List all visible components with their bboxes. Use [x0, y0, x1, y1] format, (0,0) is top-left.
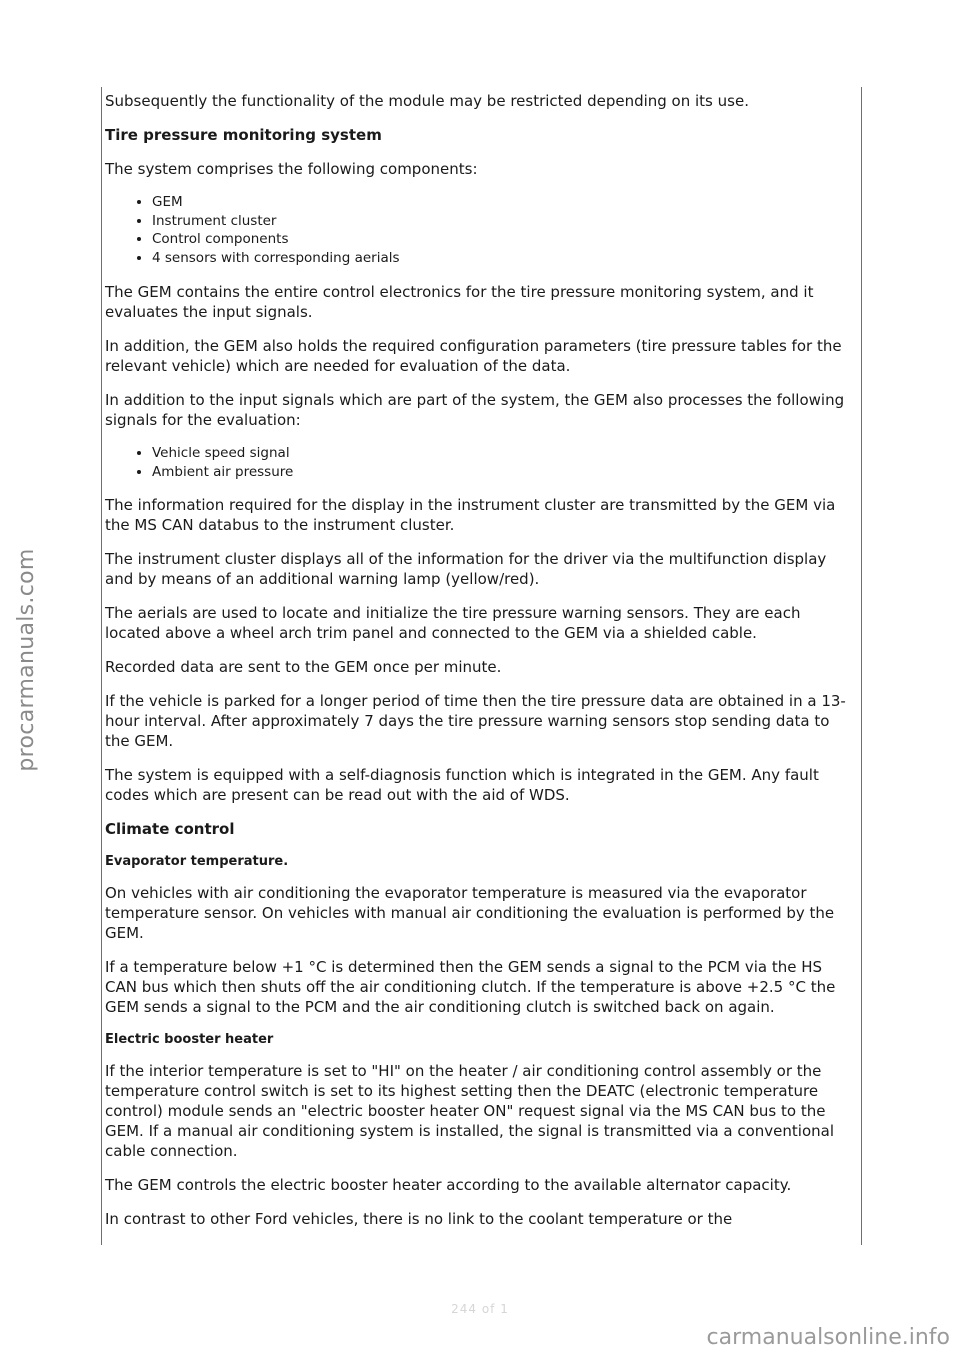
paragraph-temperature-threshold: If a temperature below +1 °C is determined then the GEM sends a signal to the PCM via the HS CAN bus which then shuts off the air conditioning clutch. If the temperature is above +2.5 °C the GEM sends a signal to the PCM and the air conditioning clutch is switched back on again. — [105, 958, 836, 1017]
paragraph-display-info: The information required for the display in the instrument cluster are transmitted by the GEM via the MS CAN databus to the instrument cluster. — [105, 496, 836, 535]
list-item: • Instrument cluster — [152, 212, 857, 231]
components-list — [105, 193, 857, 268]
list-item: • Ambient air pressure — [152, 463, 857, 482]
page-number: 244 of 1 — [451, 1302, 509, 1316]
paragraph-cluster-display: The instrument cluster displays all of the information for the driver via the multifunction display and by means of an additional warning lamp (yellow/red). — [105, 550, 827, 589]
side-watermark: procarmanuals.com — [14, 548, 39, 772]
heading-electric-booster-heater: Electric booster heater — [105, 1032, 274, 1048]
paragraph-input-signals: In addition to the input signals which are part of the system, the GEM also processes the following signals for the evaluation: — [105, 390, 845, 429]
list-item: • Control components — [152, 230, 857, 249]
paragraph-gem-control: The GEM contains the entire control electronics for the tire pressure monitoring system, and it evaluates the input signals. — [105, 282, 814, 321]
paragraph-parked: If the vehicle is parked for a longer period of time then the tire pressure data are obtained in a 13-hour interval. After approximately 7 days the tire pressure warning sensors stop sending data to the GEM. — [105, 692, 846, 751]
intro-paragraph: Subsequently the functionality of the module may be restricted depending on its use. — [105, 92, 749, 110]
paragraph-booster-control: The GEM controls the electric booster heater according to the available alternator capacity. — [105, 1176, 792, 1195]
heading-evaporator-temperature: Evaporator temperature. — [105, 854, 289, 870]
components-intro: The system comprises the following components: — [105, 160, 478, 178]
signals-list — [105, 444, 857, 481]
heading-tire-pressure: Tire pressure monitoring system — [105, 126, 382, 144]
list-item: • 4 sensors with corresponding aerials — [152, 249, 857, 268]
list-item: • Vehicle speed signal — [152, 444, 857, 463]
list-item: • GEM — [152, 193, 857, 212]
bottom-watermark: carmanualsonline.info — [706, 1325, 950, 1350]
paragraph-aerials: The aerials are used to locate and initialize the tire pressure warning sensors. They are each located above a wheel arch trim panel and connected to the GEM via a shielded cable. — [105, 604, 801, 643]
paragraph-recorded-data: Recorded data are sent to the GEM once per minute. — [105, 658, 502, 677]
paragraph-ford-contrast: In contrast to other Ford vehicles, there is no link to the coolant temperature or the — [105, 1210, 733, 1229]
paragraph-self-diagnosis: The system is equipped with a self-diagnosis function which is integrated in the GEM. Any fault codes which are present can be read out with the aid of WDS. — [105, 766, 819, 805]
paragraph-booster-request: If the interior temperature is set to "HI" on the heater / air conditioning control assembly or the temperature control switch is set to its highest setting then the DEATC (electronic temperature control) module sends an "electric booster heater ON" request signal via the MS CAN bus to the GEM. If a manual air conditioning system is installed, the signal is transmitted via a conventional cable connection. — [105, 1062, 834, 1161]
heading-climate-control: Climate control — [105, 820, 235, 839]
document-body — [105, 91, 857, 1243]
paragraph-gem-config: In addition, the GEM also holds the required configuration parameters (tire pressure tables for the relevant vehicle) which are needed for evaluation of the data. — [105, 336, 842, 375]
paragraph-evaporator: On vehicles with air conditioning the evaporator temperature is measured via the evaporator temperature sensor. On vehicles with manual air conditioning the evaluation is performed by the GEM. — [105, 884, 835, 943]
